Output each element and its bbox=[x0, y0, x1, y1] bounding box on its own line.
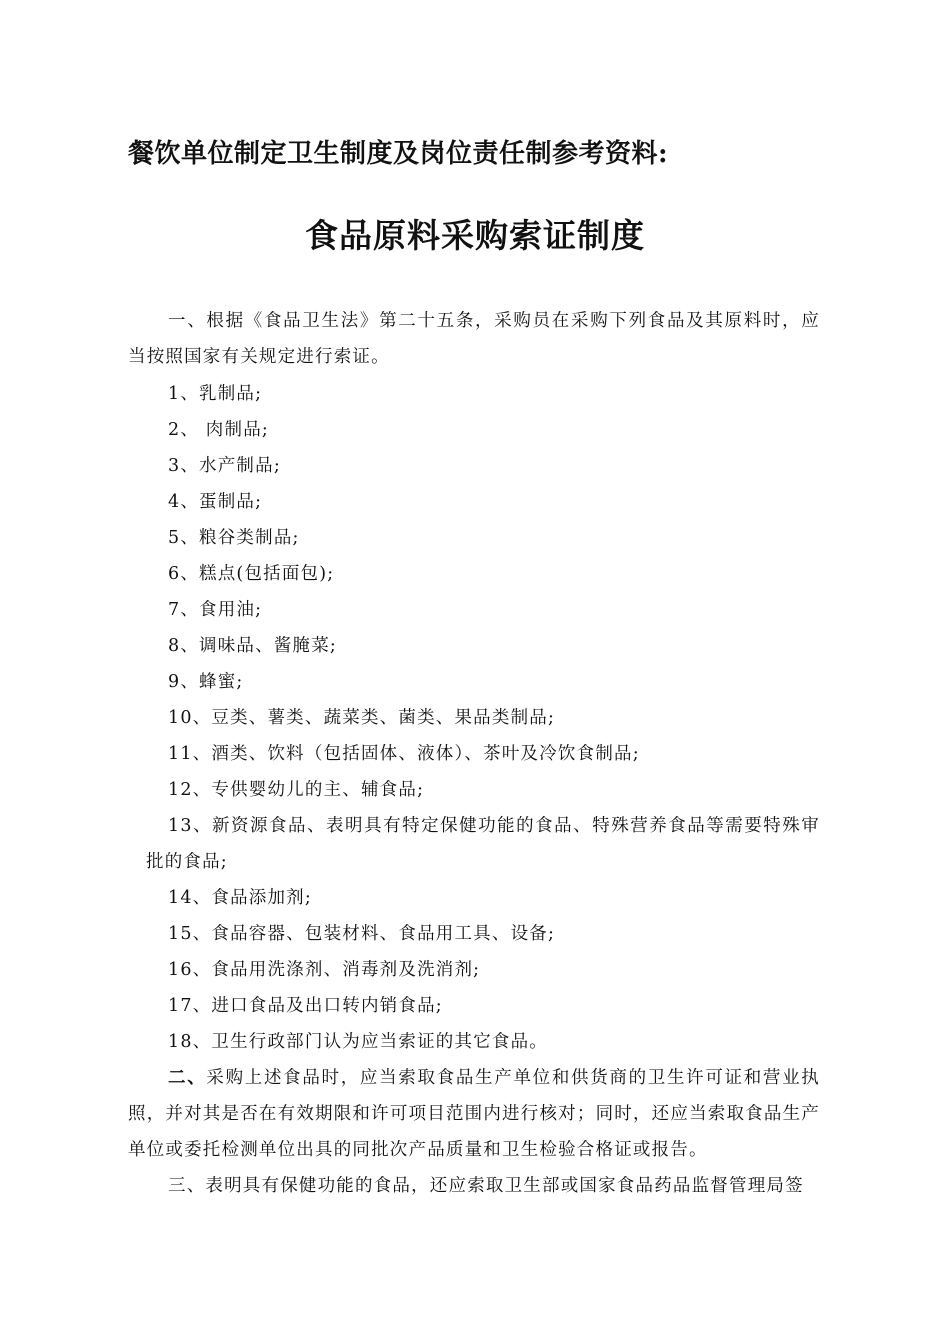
list-item: 16、食品用洗涤剂、消毒剂及洗消剂; bbox=[168, 960, 481, 980]
list-item: 10、豆类、薯类、蔬菜类、菌类、果品类制品; bbox=[168, 708, 556, 728]
list-item: 5、粮谷类制品; bbox=[168, 528, 300, 548]
list-item: 12、专供婴幼儿的主、辅食品; bbox=[168, 780, 425, 800]
document-heading: 餐饮单位制定卫生制度及岗位责任制参考资料: bbox=[128, 139, 669, 169]
list-item: 2、 肉制品; bbox=[168, 420, 269, 440]
list-item: 6、糕点(包括面包); bbox=[168, 564, 335, 584]
section-2-lead: 二、 bbox=[168, 1068, 207, 1088]
list-item: 14、食品添加剂; bbox=[168, 888, 312, 908]
list-item: 13、新资源食品、表明具有特定保健功能的食品、特殊营养食品等需要特殊审批的食品; bbox=[146, 816, 820, 872]
list-item: 3、水产制品; bbox=[168, 456, 281, 476]
list-item: 11、酒类、饮料（包括固体、液体）、茶叶及冷饮食制品; bbox=[168, 744, 640, 764]
section-3-paragraph: 三、表明具有保健功能的食品，还应索取卫生部或国家食品药品监督管理局签 bbox=[168, 1176, 804, 1196]
list-item: 7、食用油; bbox=[168, 600, 263, 620]
list-item: 4、蛋制品; bbox=[168, 492, 263, 512]
section-2-text: 采购上述食品时，应当索取食品生产单位和供货商的卫生许可证和营业执照，并对其是否在有效期限和许可项目范围内进行核对；同时，还应当索取食品生产单位或委托检测单位出具的同批次产品质量和卫生检验合格证或报告。 bbox=[128, 1068, 820, 1160]
list-item: 18、卫生行政部门认为应当索证的其它食品。 bbox=[168, 1032, 548, 1052]
list-item: 8、调味品、酱腌菜; bbox=[168, 636, 338, 656]
list-item: 1、乳制品; bbox=[168, 384, 263, 404]
list-item: 9、蜂蜜; bbox=[168, 672, 244, 692]
document-title: 食品原料采购索证制度 bbox=[305, 216, 645, 255]
section-2-paragraph bbox=[128, 1060, 820, 1168]
list-item: 15、食品容器、包装材料、食品用工具、设备; bbox=[168, 924, 556, 944]
section-1-paragraph: 一、根据《食品卫生法》第二十五条，采购员在采购下列食品及其原料时，应当按照国家有关规定进行索证。 bbox=[128, 311, 820, 367]
list-item: 17、进口食品及出口转内销食品; bbox=[168, 996, 443, 1016]
